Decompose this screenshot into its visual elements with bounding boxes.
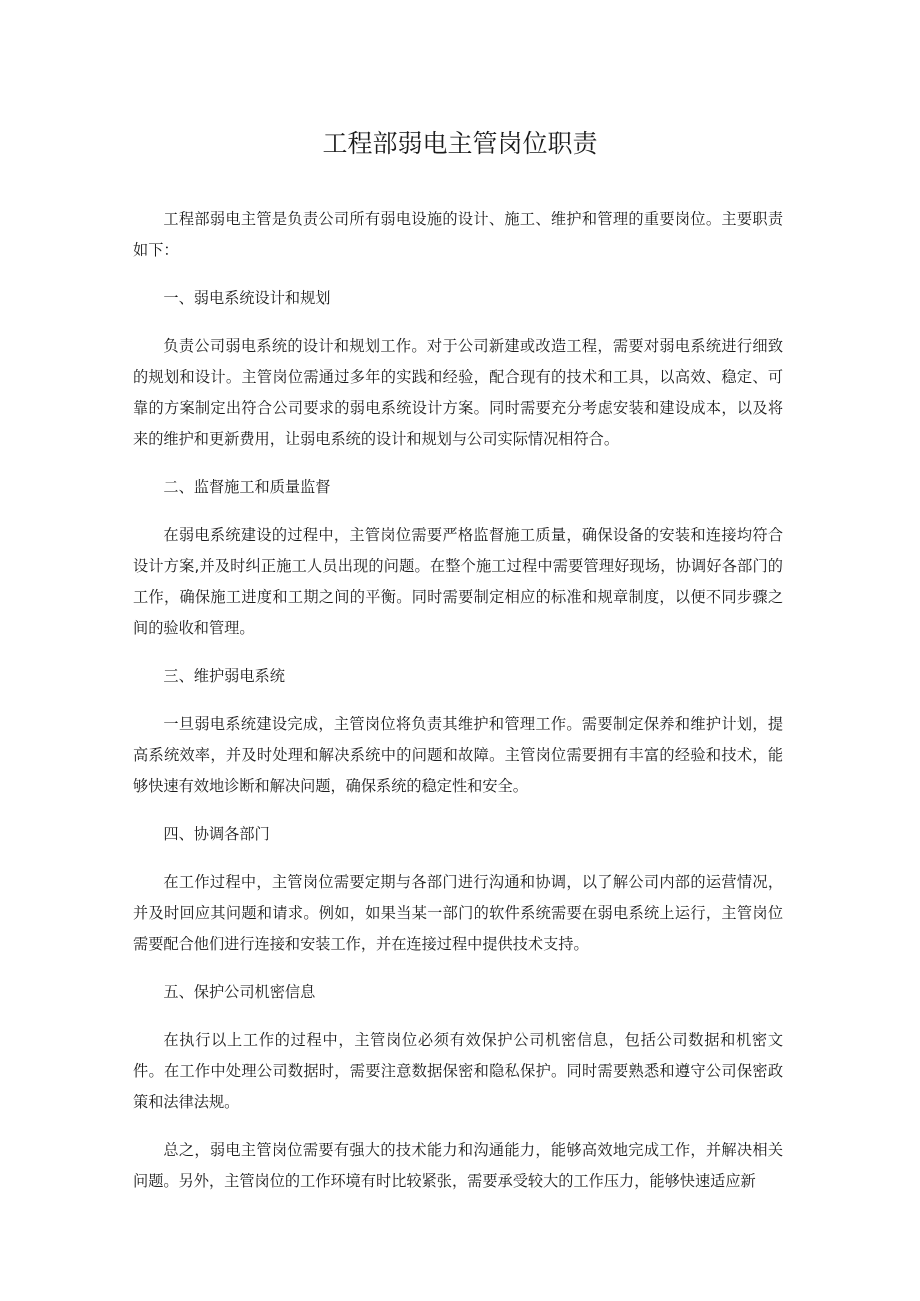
intro-paragraph: 工程部弱电主管是负责公司所有弱电设施的设计、施工、维护和管理的重要岗位。主要职责如下：: [133, 210, 783, 259]
document-title: 工程部弱电主管岗位职责: [322, 129, 598, 158]
document-body: [133, 204, 783, 1214]
section-paragraph-4: 在工作过程中，主管岗位需要定期与各部门进行沟通和协调，以了解公司内部的运营情况，并及时回应其问题和请求。例如，如果当某一部门的软件系统需要在弱电系统上运行，主管岗位需要配合他们进行连接和安装工作，并在连接过程中提供技术支持。: [133, 873, 783, 953]
section-paragraph-2: 在弱电系统建设的过程中，主管岗位需要严格监督施工质量，确保设备的安装和连接均符合设计方案,并及时纠正施工人员出现的问题。在整个施工过程中需要管理好现场，协调好各部门的工作，确保施工进度和工期之间的平衡。同时需要制定相应的标准和规章制度，以便不同步骤之间的验收和管理。: [133, 526, 783, 637]
section-heading-5: 五、保护公司机密信息: [163, 983, 316, 1001]
section-heading-1: 一、弱电系统设计和规划: [163, 289, 331, 307]
section-paragraph-3: 一旦弱电系统建设完成，主管岗位将负责其维护和管理工作。需要制定保养和维护计划，提高系统效率，并及时处理和解决系统中的问题和故障。主管岗位需要拥有丰富的经验和技术，能够快速有效地诊断和解决问题，确保系统的稳定性和安全。: [133, 715, 783, 795]
section-paragraph-1: 负责公司弱电系统的设计和规划工作。对于公司新建或改造工程，需要对弱电系统进行细致的规划和设计。主管岗位需通过多年的实践和经验，配合现有的技术和工具，以高效、稳定、可靠的方案制定出符合公司要求的弱电系统设计方案。同时需要充分考虑安装和建设成本，以及将来的维护和更新费用，让弱电系统的设计和规划与公司实际情况相符合。: [133, 337, 783, 448]
section-heading-3: 三、维护弱电系统: [163, 667, 285, 685]
section-heading-4: 四、协调各部门: [163, 825, 270, 843]
conclusion-paragraph: 总之，弱电主管岗位需要有强大的技术能力和沟通能力，能够高效地完成工作，并解决相关问题。另外，主管岗位的工作环境有时比较紧张，需要承受较大的工作压力，能够快速适应新: [133, 1141, 783, 1190]
section-heading-2: 二、监督施工和质量监督: [163, 478, 331, 496]
section-paragraph-5: 在执行以上工作的过程中，主管岗位必须有效保护公司机密信息，包括公司数据和机密文件。在工作中处理公司数据时，需要注意数据保密和隐私保护。同时需要熟悉和遵守公司保密政策和法律法规。: [133, 1031, 783, 1111]
